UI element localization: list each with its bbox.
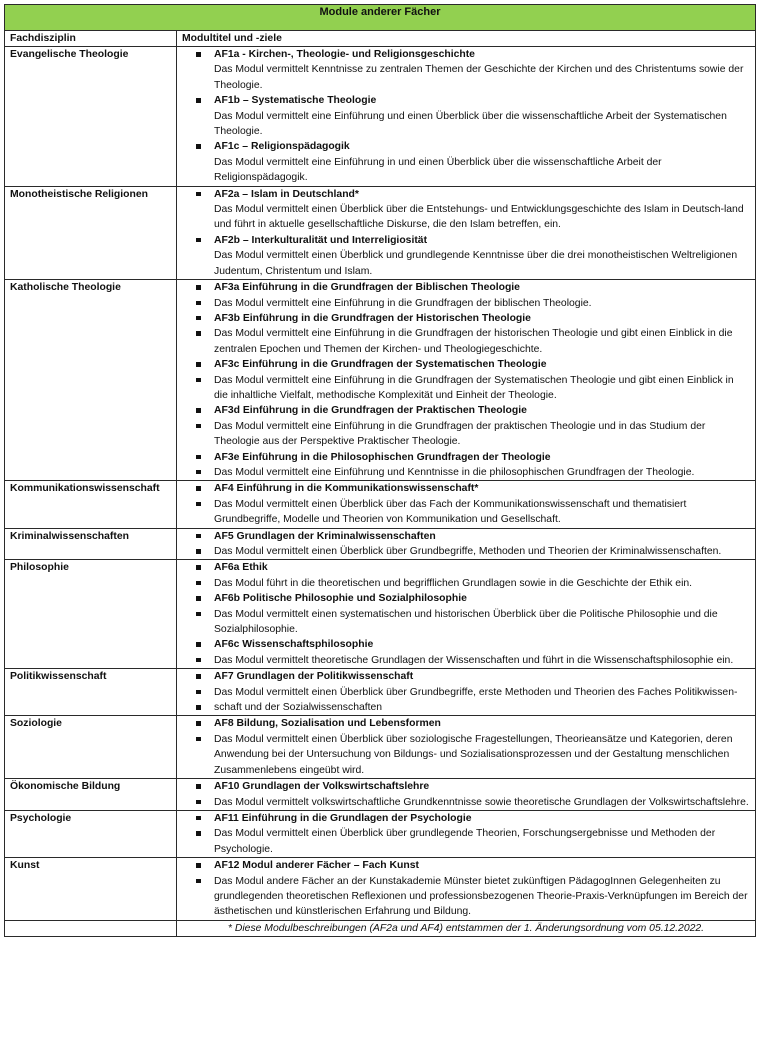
module-title: AF6a Ethik: [182, 560, 750, 575]
table-row: [5, 47, 756, 187]
module-title: AF3b Einführung in die Grundfragen der Historischen Theologie: [182, 311, 750, 326]
module-list: [182, 47, 750, 186]
module-title: AF1c – Religionspädagogik: [214, 141, 350, 153]
module-description: Das Modul führt in die theoretischen und begrifflichen Grundlagen sowie in die Geschichte der Ethik ein.: [182, 576, 750, 591]
module-description: schaft und der Sozialwissenschaften: [182, 700, 750, 715]
module-list: [182, 560, 750, 668]
modules-cell: [177, 186, 756, 279]
modules-cell: [177, 481, 756, 528]
module-description: Das Modul vermittelt einen Überblick über soziologische Fragestellungen, Theorieansätze und Kategorien, deren Anwendung bei der Untersuchung von Bildungs- und Sozialisationsprozessen und der Gestaltung menschlichen Zusammenlebens eingeübt wird.: [182, 732, 750, 778]
module-list: [182, 716, 750, 778]
module-item: [182, 139, 750, 185]
module-description: Das Modul vermittelt eine Einführung in die Grundfragen der biblischen Theologie.: [182, 296, 750, 311]
module-item: [182, 187, 750, 233]
module-list: [182, 669, 750, 715]
module-description: Das Modul vermittelt einen Überblick über Grundbegriffe, Methoden und Theorien der Kriminalwissenschaften.: [182, 544, 750, 559]
module-title: AF6c Wissenschaftsphilosophie: [182, 637, 750, 652]
module-title: AF7 Grundlagen der Politikwissenschaft: [182, 669, 750, 684]
module-title: AF2b – Interkulturalität und Interreligiosität: [214, 234, 428, 246]
table-row: [5, 560, 756, 669]
subject-cell: Psychologie: [5, 810, 177, 857]
module-description: Das Modul vermittelt einen Überblick über grundlegende Theorien, Forschungsergebnisse und Methoden der Psychologie.: [182, 826, 750, 857]
table-row: [5, 186, 756, 279]
modules-cell: [177, 280, 756, 481]
module-title: AF12 Modul anderer Fächer – Fach Kunst: [182, 858, 750, 873]
module-description: Das Modul vermittelt eine Einführung in die Grundfragen der Systematischen Theologie und gibt einen Einblick in die inhaltliche Vielfalt, methodische Komplexität und Einheit der Theologie.: [182, 373, 750, 404]
module-title: AF3a Einführung in die Grundfragen der Biblischen Theologie: [182, 280, 750, 295]
modules-cell: [177, 47, 756, 187]
module-description: Das Modul vermittelt eine Einführung in und einen Überblick über die wissenschaftliche Arbeit der Religionspädagogik.: [214, 156, 662, 184]
module-title: AF8 Bildung, Sozialisation und Lebensformen: [182, 716, 750, 731]
subject-cell: Philosophie: [5, 560, 177, 669]
table-row: [5, 280, 756, 481]
table-row: [5, 481, 756, 528]
table-row: [5, 716, 756, 779]
module-description: Das Modul vermittelt Kenntnisse zu zentralen Themen der Geschichte der Kirchen und des Christentums sowie der Theologie.: [214, 64, 744, 91]
table-title: Module anderer Fächer: [5, 5, 756, 31]
module-description: Das Modul vermittelt volkswirtschaftliche Grundkenntnisse sowie theoretische Grundlagen der Volkswirtschaftslehre.: [182, 795, 750, 810]
module-description: Das Modul vermittelt einen systematischen und historischen Überblick über die Politische Philosophie und die Sozialphilosophie.: [182, 607, 750, 638]
modules-cell: [177, 810, 756, 857]
module-description: Das Modul vermittelt eine Einführung in die Grundfragen der praktischen Theologie und in das Studium der Theologie aus der Perspektive Praktischer Theologie.: [182, 419, 750, 450]
module-item: [182, 93, 750, 139]
table-row: [5, 858, 756, 921]
module-description: Das Modul vermittelt eine Einführung in die Grundfragen der historischen Theologie und gibt einen Einblick in die zentralen Epochen und Themen der Kirchen- und Theologiegeschichte.: [182, 326, 750, 357]
module-title: AF3d Einführung in die Grundfragen der Praktischen Theologie: [182, 403, 750, 418]
module-title: AF5 Grundlagen der Kriminalwissenschaften: [182, 529, 750, 544]
subject-cell: Kunst: [5, 858, 177, 921]
subject-cell: Monotheistische Religionen: [5, 186, 177, 279]
module-title: AF11 Einführung in die Grundlagen der Psychologie: [182, 811, 750, 826]
module-list: [182, 481, 750, 527]
module-list: [182, 187, 750, 279]
modules-cell: [177, 528, 756, 560]
module-item: [182, 47, 750, 93]
module-title: AF3c Einführung in die Grundfragen der Systematischen Theologie: [182, 357, 750, 372]
header-modules: Modultitel und -ziele: [177, 31, 756, 47]
module-description: Das Modul vermittelt eine Einführung und einen Überblick über die wissenschaftliche Arbeit der Systematischen Theologie.: [214, 110, 727, 138]
footnote-spacer: [5, 920, 177, 936]
module-description: Das Modul vermittelt theoretische Grundlagen der Wissenschaften und führt in die Wissenschaftsphilosophie ein.: [182, 653, 750, 668]
module-title: AF3e Einführung in die Philosophischen Grundfragen der Theologie: [182, 450, 750, 465]
module-title: AF1b – Systematische Theologie: [214, 95, 377, 107]
module-description: Das Modul vermittelt einen Überblick über die Entstehungs- und Entwicklungsgeschichte des Islam in Deutsch-land und führt in aktuelle gesellschaftliche Diskurse, die den Islam betreffen, ein.: [214, 204, 744, 231]
module-item: [182, 233, 750, 279]
module-list: [182, 529, 750, 560]
module-description: Das Modul andere Fächer an der Kunstakademie Münster bietet zukünftigen PädagogInnen Gelegenheiten zu grundlegenden theoretischen Reflexionen und professionsbezogenen Theorie-Praxis-Verknüpfungen im Bereich der ästhetischen und künstlerischen Erfahrung und Bildung.: [182, 874, 750, 920]
header-subject: Fachdisziplin: [5, 31, 177, 47]
modules-table: [4, 4, 756, 937]
subject-cell: Evangelische Theologie: [5, 47, 177, 187]
subject-cell: Katholische Theologie: [5, 280, 177, 481]
subject-cell: Ökonomische Bildung: [5, 779, 177, 811]
module-title: AF2a – Islam in Deutschland*: [214, 188, 359, 200]
subject-cell: Politikwissenschaft: [5, 669, 177, 716]
module-description: Das Modul vermittelt einen Überblick über Grundbegriffe, erste Methoden und Theorien des Faches Politikwissen-: [182, 685, 750, 700]
table-row: [5, 528, 756, 560]
module-title: AF6b Politische Philosophie und Sozialphilosophie: [182, 591, 750, 606]
modules-cell: [177, 560, 756, 669]
module-description: Das Modul vermittelt einen Überblick und grundlegende Kenntnisse über die drei monotheistischen Weltreligionen Judentum, Christentum und Islam.: [214, 250, 738, 277]
module-description: Das Modul vermittelt eine Einführung und Kenntnisse in die philosophischen Grundfragen der Theologie.: [182, 465, 750, 480]
module-title: AF10 Grundlagen der Volkswirtschaftslehre: [182, 779, 750, 794]
modules-cell: [177, 716, 756, 779]
table-row: [5, 669, 756, 716]
module-title: AF4 Einführung in die Kommunikationswissenschaft*: [182, 481, 750, 496]
module-description: Das Modul vermittelt einen Überblick über das Fach der Kommunikationswissenschaft und thematisiert Grundbegriffe, Modelle und Theorien von Kommunikation und Gesellschaft.: [182, 497, 750, 528]
module-list: [182, 280, 750, 480]
module-title: AF1a - Kirchen-, Theologie- und Religionsgeschichte: [214, 49, 475, 60]
module-list: [182, 779, 750, 810]
table-row: [5, 779, 756, 811]
subject-cell: Kriminalwissenschaften: [5, 528, 177, 560]
table-row: [5, 810, 756, 857]
footnote: * Diese Modulbeschreibungen (AF2a und AF4) entstammen der 1. Änderungsordnung vom 05.12.2022.: [177, 920, 756, 936]
subject-cell: Kommunikationswissenschaft: [5, 481, 177, 528]
modules-cell: [177, 779, 756, 811]
modules-cell: [177, 858, 756, 921]
module-list: [182, 811, 750, 857]
subject-cell: Soziologie: [5, 716, 177, 779]
modules-cell: [177, 669, 756, 716]
module-list: [182, 858, 750, 920]
